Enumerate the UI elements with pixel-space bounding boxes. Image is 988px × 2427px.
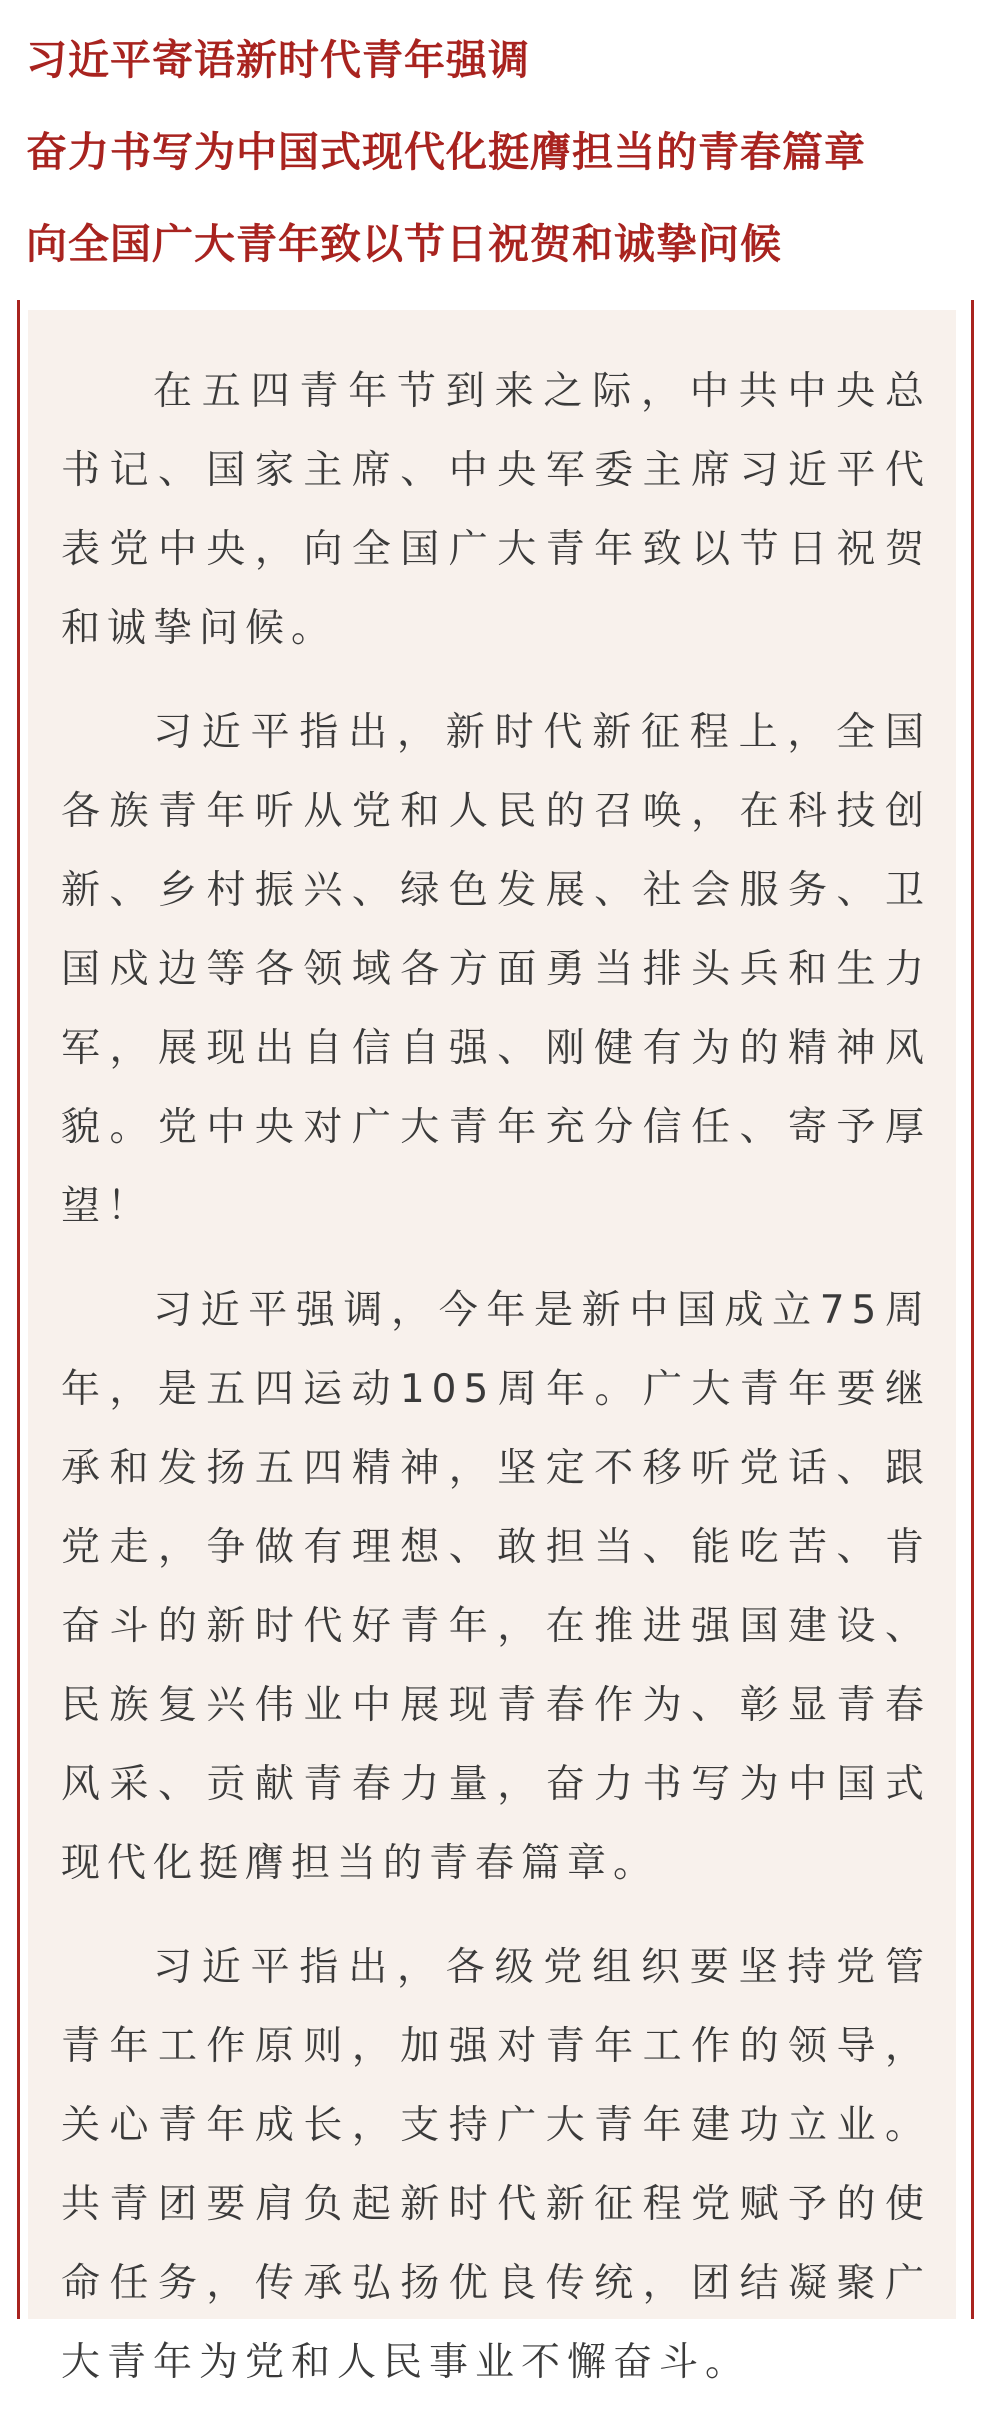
article-header <box>0 0 988 302</box>
article-body-panel <box>28 310 956 2385</box>
right-border-rule <box>971 300 974 2319</box>
left-border-rule <box>17 300 20 2319</box>
paragraph-4: 习近平指出，各级党组织要坚持党管青年工作原则，加强对青年工作的领导，关心青年成长，支持广大青年建功立业。共青团要肩负起新时代新征程党赋予的使命任务，传承弘扬优良传统，团结凝聚广大青年为党和人民事业不懈奋斗。 <box>61 1945 931 2385</box>
headline-line-2: 奋力书写为中国式现代化挺膺担当的青春篇章 <box>26 128 866 176</box>
paragraph-1: 在五四青年节到来之际，中共中央总书记、国家主席、中央军委主席习近平代表党中央，向全国广大青年致以节日祝贺和诚挚问候。 <box>61 369 931 651</box>
paragraph-2: 习近平指出，新时代新征程上，全国各族青年听从党和人民的召唤，在科技创新、乡村振兴、绿色发展、社会服务、卫国戍边等各领域各方面勇当排头兵和生力军，展现出自信自强、刚健有为的精神风貌。党中央对广大青年充分信任、寄予厚望！ <box>61 710 931 1229</box>
paragraph-3: 习近平强调，今年是新中国成立75周年，是五四运动105周年。广大青年要继承和发扬五四精神，坚定不移听党话、跟党走，争做有理想、敢担当、能吃苦、肯奋斗的新时代好青年，在推进强国建设、民族复兴伟业中展现青春作为、彰显青春风采、贡献青春力量，奋力书写为中国式现代化挺膺担当的青春篇章。 <box>61 1288 931 1886</box>
article-body <box>61 352 931 2427</box>
headline-line-3: 向全国广大青年致以节日祝贺和诚挚问候 <box>26 220 782 268</box>
headline-line-1: 习近平寄语新时代青年强调 <box>26 36 530 84</box>
